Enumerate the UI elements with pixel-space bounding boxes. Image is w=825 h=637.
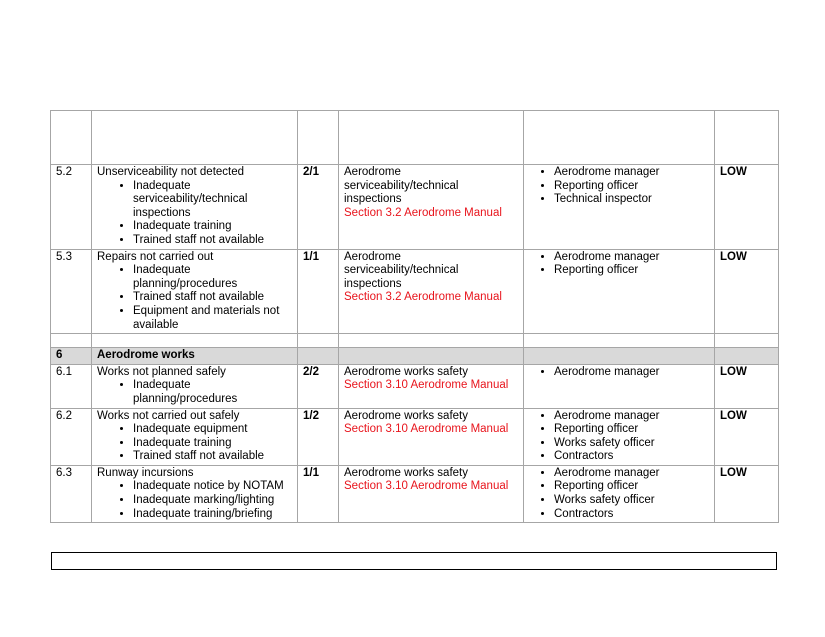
- responsible-cell: [524, 364, 715, 408]
- cause-list: [97, 423, 292, 464]
- responsible-list: [529, 366, 709, 380]
- responsible-cell: [524, 165, 715, 250]
- responsible-item: • Aerodrome manager: [554, 166, 709, 180]
- manual-reference: Section 3.10 Aerodrome Manual: [344, 379, 509, 392]
- section-number: 6: [51, 348, 92, 365]
- responsible-item: • Reporting officer: [554, 480, 709, 494]
- controls-cell: [339, 165, 524, 250]
- manual-reference: Section 3.10 Aerodrome Manual: [344, 423, 509, 436]
- risk-rating: 1/1: [298, 465, 339, 522]
- section-header-row: [51, 348, 779, 365]
- manual-reference: Section 3.10 Aerodrome Manual: [344, 480, 509, 493]
- hazard-title: Runway incursions: [97, 466, 194, 479]
- responsible-cell: [524, 465, 715, 522]
- spacer-row: [51, 334, 779, 348]
- manual-reference: Section 3.2 Aerodrome Manual: [344, 291, 502, 304]
- footer-box: [51, 552, 777, 570]
- risk-rating: 1/2: [298, 408, 339, 465]
- cause-list: [97, 180, 292, 248]
- risk-rating: 1/1: [298, 249, 339, 334]
- table-row: [51, 364, 779, 408]
- row-id: 5.2: [51, 165, 92, 250]
- row-id: 6.3: [51, 465, 92, 522]
- controls-cell: [339, 364, 524, 408]
- hazard-title: Works not carried out safely: [97, 409, 240, 422]
- control-text: Aerodrome serviceability/technical inspections: [344, 250, 459, 290]
- risk-level: LOW: [715, 465, 779, 522]
- control-text: Aerodrome serviceability/technical inspections: [344, 166, 459, 206]
- manual-reference: Section 3.2 Aerodrome Manual: [344, 206, 502, 219]
- responsible-cell: [524, 408, 715, 465]
- risk-level: LOW: [715, 249, 779, 334]
- responsible-item: • Aerodrome manager: [554, 366, 709, 380]
- responsible-list: [529, 166, 709, 207]
- responsible-list: [529, 410, 709, 464]
- hazard-cell: [92, 249, 298, 334]
- cause-item: • Equipment and materials not available: [133, 305, 292, 332]
- responsible-list: [529, 251, 709, 278]
- table-row: [51, 165, 779, 250]
- hazard-title: Works not planned safely: [97, 365, 226, 378]
- hazard-cell: [92, 165, 298, 250]
- responsible-item: • Works safety officer: [554, 494, 709, 508]
- header-cell: [298, 111, 339, 165]
- risk-rating: 2/2: [298, 364, 339, 408]
- responsible-list: [529, 467, 709, 521]
- cause-item: • Inadequate planning/procedures: [133, 264, 292, 291]
- responsible-item: • Contractors: [554, 508, 709, 522]
- row-id: 6.2: [51, 408, 92, 465]
- responsible-item: • Contractors: [554, 450, 709, 464]
- responsible-cell: [524, 249, 715, 334]
- risk-assessment-table: [50, 110, 779, 523]
- risk-level: LOW: [715, 408, 779, 465]
- responsible-item: • Reporting officer: [554, 180, 709, 194]
- row-id: 5.3: [51, 249, 92, 334]
- cause-item: • Inadequate planning/procedures: [133, 379, 292, 406]
- cause-item: • Inadequate serviceability/technical inspections: [133, 180, 292, 221]
- cause-item: • Inadequate training: [133, 220, 292, 234]
- risk-level: LOW: [715, 364, 779, 408]
- hazard-cell: [92, 408, 298, 465]
- cause-item: • Trained staff not available: [133, 291, 292, 305]
- hazard-cell: [92, 364, 298, 408]
- responsible-item: • Aerodrome manager: [554, 410, 709, 424]
- responsible-item: • Technical inspector: [554, 193, 709, 207]
- responsible-item: • Works safety officer: [554, 437, 709, 451]
- cause-item: • Inadequate training: [133, 437, 292, 451]
- responsible-item: • Aerodrome manager: [554, 467, 709, 481]
- cause-item: • Inadequate training/briefing: [133, 508, 292, 522]
- responsible-item: • Aerodrome manager: [554, 251, 709, 265]
- header-cell: [92, 111, 298, 165]
- cause-list: [97, 379, 292, 406]
- control-text: Aerodrome works safety: [344, 466, 468, 479]
- controls-cell: [339, 249, 524, 334]
- table-row: [51, 465, 779, 522]
- table-row: [51, 408, 779, 465]
- table-row: [51, 249, 779, 334]
- risk-level: LOW: [715, 165, 779, 250]
- header-cell: [715, 111, 779, 165]
- cause-item: • Trained staff not available: [133, 234, 292, 248]
- cause-item: • Trained staff not available: [133, 450, 292, 464]
- section-title: Aerodrome works: [92, 348, 298, 365]
- responsible-item: • Reporting officer: [554, 423, 709, 437]
- row-id: 6.1: [51, 364, 92, 408]
- header-cell: [339, 111, 524, 165]
- cause-item: • Inadequate notice by NOTAM: [133, 480, 292, 494]
- header-cell: [524, 111, 715, 165]
- control-text: Aerodrome works safety: [344, 365, 468, 378]
- header-cell: [51, 111, 92, 165]
- hazard-cell: [92, 465, 298, 522]
- cause-item: • Inadequate equipment: [133, 423, 292, 437]
- risk-rating: 2/1: [298, 165, 339, 250]
- cause-list: [97, 264, 292, 332]
- hazard-title: Repairs not carried out: [97, 250, 214, 263]
- responsible-item: • Reporting officer: [554, 264, 709, 278]
- controls-cell: [339, 408, 524, 465]
- hazard-title: Unserviceability not detected: [97, 166, 245, 178]
- cause-item: • Inadequate marking/lighting: [133, 494, 292, 508]
- cause-list: [97, 480, 292, 521]
- blank-header-row: [51, 111, 779, 165]
- controls-cell: [339, 465, 524, 522]
- control-text: Aerodrome works safety: [344, 409, 468, 422]
